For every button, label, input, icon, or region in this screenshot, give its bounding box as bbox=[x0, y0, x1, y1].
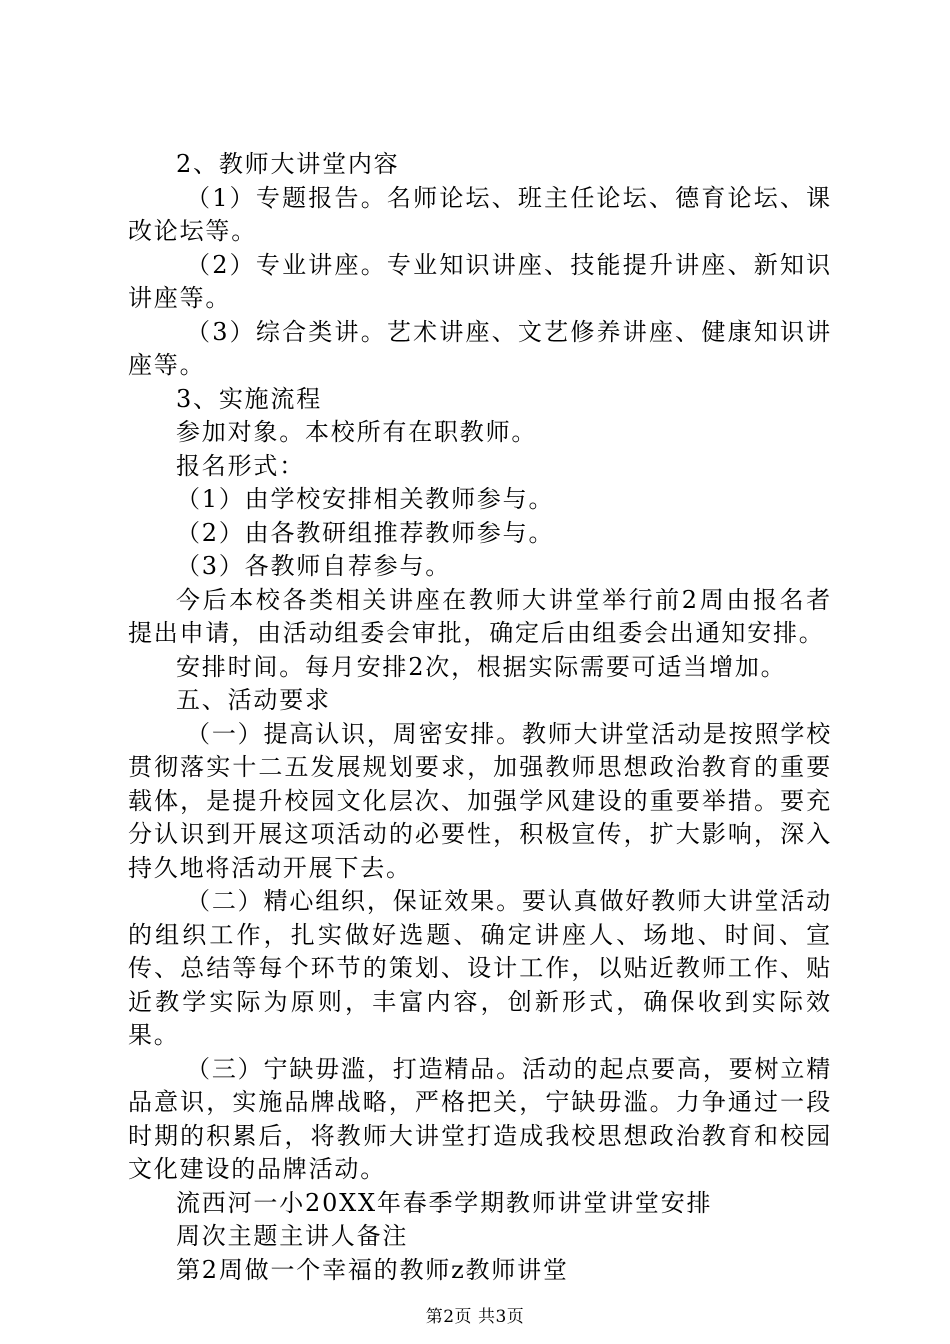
paragraph: 参加对象。本校所有在职教师。 bbox=[176, 418, 538, 446]
page-number-footer: 第2页 共3页 bbox=[425, 1307, 525, 1327]
paragraph: 2、教师大讲堂内容 bbox=[176, 150, 400, 178]
paragraph: （3）综合类讲。艺术讲座、文艺修养讲座、健康知识讲座等。 bbox=[128, 317, 832, 379]
document-body bbox=[128, 148, 832, 1287]
paragraph: 第2周做一个幸福的教师z教师讲堂 bbox=[176, 1255, 569, 1284]
paragraph: （2）由各教研组推荐教师参与。 bbox=[176, 518, 555, 547]
paragraph: 今后本校各类相关讲座在教师大讲堂举行前2周由报名者提出申请，由活动组委会审批，确定后由组委会出通知安排。 bbox=[128, 585, 832, 647]
paragraph: 安排时间。每月安排2次，根据实际需要可适当增加。 bbox=[176, 652, 787, 681]
paragraph: （2）专业讲座。专业知识讲座、技能提升讲座、新知识讲座等。 bbox=[128, 250, 832, 312]
paragraph: 3、实施流程 bbox=[176, 384, 323, 413]
paragraph: （二）精心组织，保证效果。要认真做好教师大讲堂活动的组织工作，扎实做好选题、确定讲座人、场地、时间、宣传、总结等每个环节的策划、设计工作，以贴近教师工作、贴近教学实际为原则，丰富内容，创新形式，确保收到实际效果。 bbox=[128, 887, 832, 1049]
paragraph: 五、活动要求 bbox=[176, 686, 331, 714]
paragraph: （1）由学校安排相关教师参与。 bbox=[176, 485, 555, 513]
paragraph: 报名形式： bbox=[176, 451, 305, 480]
paragraph: 周次主题主讲人备注 bbox=[176, 1222, 409, 1250]
paragraph: （三）宁缺毋滥，打造精品。活动的起点要高，要树立精品意识，实施品牌战略，严格把关，宁缺毋滥。力争通过一段时期的积累后，将教师大讲堂打造成我校思想政治教育和校园文化建设的品牌活动。 bbox=[128, 1054, 832, 1183]
paragraph: 流西河一小20XX年春季学期教师讲堂讲堂安排 bbox=[176, 1188, 713, 1217]
paragraph: （一）提高认识，周密安排。教师大讲堂活动是按照学校贯彻落实十二五发展规划要求，加强教师思想政治教育的重要载体，是提升校园文化层次、加强学风建设的重要举措。要充分认识到开展这项活动的必要性，积极宣传，扩大影响，深入持久地将活动开展下去。 bbox=[128, 719, 832, 882]
paragraph: （3）各教师自荐参与。 bbox=[176, 552, 452, 580]
paragraph: （1）专题报告。名师论坛、班主任论坛、德育论坛、课改论坛等。 bbox=[128, 183, 832, 245]
